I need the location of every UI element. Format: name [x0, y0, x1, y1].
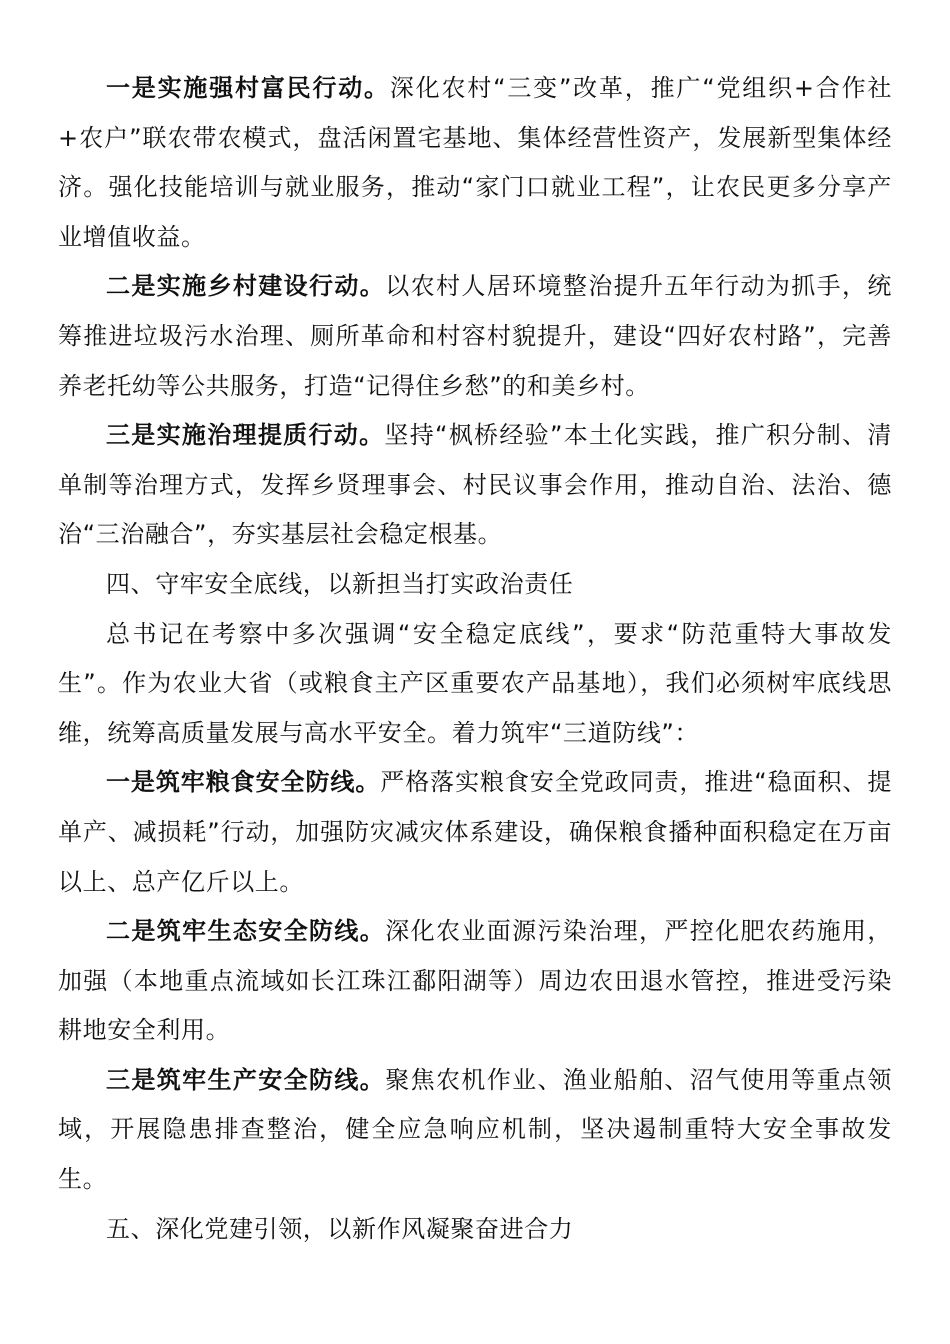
section-heading-5: 五、深化党建引领，以新作风凝聚奋进合力 [106, 1214, 574, 1243]
item-lead-5: 一是筑牢粮食安全防线。 [106, 768, 381, 797]
section-heading-4: 四、守牢安全底线，以新担当打实政治责任 [106, 569, 574, 598]
item-lead-3: 三是实施治理提质行动。 [106, 421, 385, 450]
item-text-3: 坚持“枫桥经验”本土化实践，推广积分制、清单制等治理方式，发挥乡贤理事会、村民议事会作用，推动自治、法治、德治“三治融合”，夯实基层社会稳定根基。 [58, 421, 892, 549]
item-lead-2: 二是实施乡村建设行动。 [106, 272, 386, 301]
item-text-5: 严格落实粮食安全党政同责，推进“稳面积、提单产、减损耗”行动，加强防灾减灾体系建设，确保粮食播种面积稳定在万亩以上、总产亿斤以上。 [58, 768, 892, 896]
item-text-7: 聚焦农机作业、渔业船舶、沼气使用等重点领域，开展隐患排查整治，健全应急响应机制，坚决遏制重特大安全事故发生。 [58, 1065, 892, 1194]
item-paragraph-1 [58, 64, 892, 262]
item-paragraph-5 [58, 758, 892, 907]
item-text-6: 深化农业面源污染治理，严控化肥农药施用，加强（本地重点流域如长江珠江鄱阳湖等）周边农田退水管控，推进受污染耕地安全利用。 [58, 917, 892, 1045]
item-lead-1: 一是实施强村富民行动。 [106, 74, 390, 102]
item-lead-7: 三是筑牢生产安全防线。 [106, 1065, 386, 1094]
item-paragraph-2 [58, 262, 892, 411]
item-lead-6: 二是筑牢生态安全防线。 [106, 917, 386, 946]
item-text-2: 以农村人居环境整治提升五年行动为抓手，统筹推进垃圾污水治理、厕所革命和村容村貌提升，建设“四好农村路”，完善养老托幼等公共服务，打造“记得住乡愁”的和美乡村。 [58, 272, 892, 400]
item-text-1: 深化农村“三变”改革，推广“党组织+合作社+农户”联农带农模式，盘活闲置宅基地、集体经营性资产，发展新型集体经济。强化技能培训与就业服务，推动“家门口就业工程”，让农民更多分享产业增值收益。 [58, 74, 892, 251]
body-paragraph-4: 总书记在考察中多次强调“安全稳定底线”，要求“防范重特大事故发生”。作为农业大省（或粮食主产区重要农产品基地），我们必须树牢底线思维，统筹高质量发展与高水平安全。着力筑牢“三道防线”： [58, 619, 892, 747]
document-body [58, 64, 892, 1254]
item-paragraph-6 [58, 907, 892, 1056]
item-paragraph-3 [58, 411, 892, 560]
item-paragraph-7 [58, 1056, 892, 1205]
